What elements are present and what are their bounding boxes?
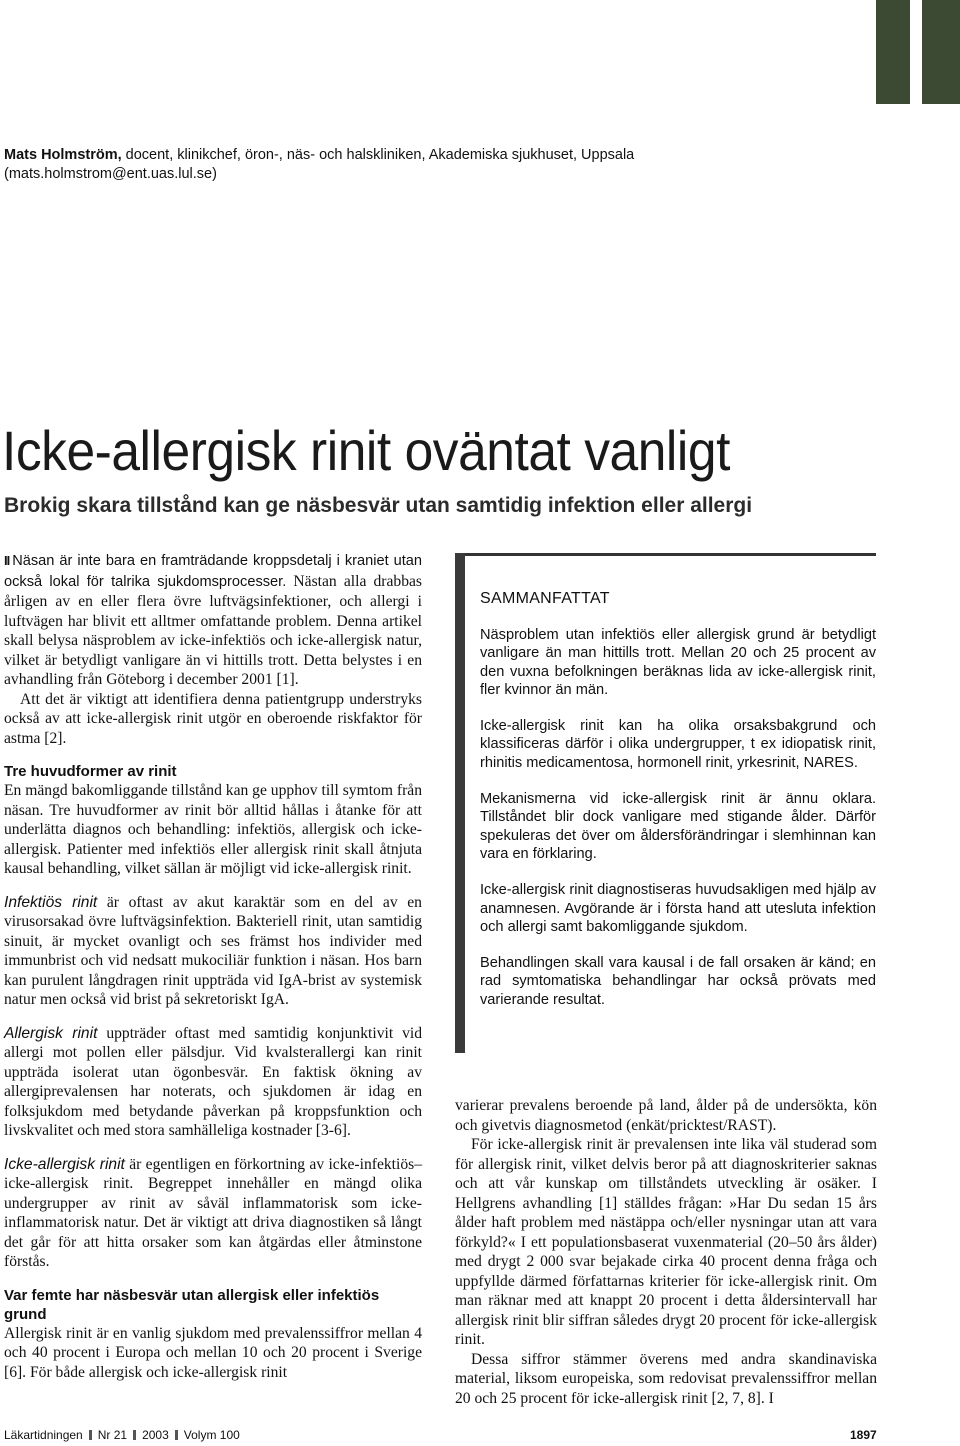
- term-icke-allergisk: Icke-allergisk rinit: [4, 1155, 125, 1173]
- paragraph-icke-allergisk-text: är egentligen en förkortning av icke-infektiös–icke-allergisk rinit. Begreppet innehåller en mängd olika undergrupper av rinit av såväl inflammatorisk som icke-inflammatorisk natur. Det är viktigt att driva diagnostiken så långt det går för att hitta orsaker som kan åtgärdas eller åtminstone förstås.: [4, 1155, 422, 1270]
- paragraph-infektios: [4, 893, 422, 1010]
- author-email: (mats.holmstrom@ent.uas.lul.se): [4, 166, 217, 182]
- summary-top-rule: [455, 553, 876, 556]
- decorative-bar-right: [922, 0, 960, 104]
- footer-separator: [89, 1430, 92, 1440]
- paragraph-7: Allergisk rinit är en vanlig sjukdom med prevalenssiffror mellan 4 och 40 procent i Europa och mellan 10 och 20 procent i Sverige [6]. För både allergisk och icke-allergisk rinit: [4, 1324, 422, 1381]
- author-info: [4, 146, 724, 184]
- term-infektios: Infektiös rinit: [4, 893, 98, 911]
- author-affiliation: docent, klinikchef, öron-, näs- och halskliniken, Akademiska sjukhuset, Uppsala: [121, 147, 635, 163]
- summary-side-bar: [455, 553, 465, 1053]
- right-paragraph-3: Dessa siffror stämmer överens med andra skandinaviska material, liksom europeiska, som redovisat prevalenssiffror mellan 20 och 25 procent för icke-allergisk rinit [2, 7, 8]. I: [455, 1350, 877, 1407]
- summary-paragraph: Icke-allergisk rinit kan ha olika orsaksbakgrund och klassificeras därför i olika undergrupper, t ex idiopatisk rinit, rhinitis medicamentosa, hormonell rinit, yrkesrinit, NARES.: [480, 718, 876, 771]
- lead-sans-text: Näsan är inte bara en framträdande kroppsdetalj i kraniet utan också lokal för talrika sjukdomsprocesser.: [4, 553, 422, 590]
- paragraph-allergisk: [4, 1024, 422, 1141]
- author-name: Mats Holmström,: [4, 147, 122, 163]
- right-column: [455, 1096, 877, 1408]
- summary-paragraph: Näsproblem utan infektiös eller allergisk grund är betydligt vanligare än man hittills trott. Mellan 20 och 25 procent av den vuxna befolkningen beräknas lida av icke-allergisk rinit, fler kvinnor än män.: [480, 627, 876, 698]
- paragraph-2: Att det är viktigt att identifiera denna patientgrupp understryks också av att icke-allergisk rinit utgör en oberoende riskfaktor för astma [2].: [4, 690, 422, 747]
- footer-year: 2003: [142, 1428, 169, 1442]
- page-number: 1897: [850, 1428, 877, 1442]
- footer-separator: [175, 1430, 178, 1440]
- paragraph-3: En mängd bakomliggande tillstånd kan ge upphov till symtom från näsan. Tre huvudformer av rinit bör alltid hållas i åtanke för att underlätta diagnos och behandling: infektiös, allergisk och icke-allergisk. Patienter med infektiös eller allergisk rinit skall åtnjuta kausal behandling, vilket sällan är möjligt vid icke-allergisk rinit.: [4, 782, 422, 877]
- paragraph-infektios-text: är oftast av akut karaktär som en del av en virusorsakad övre luftvägsinfektion. Bakteriell rinit, utan samtidig sinuit, är mycket ovanligt och ses främst hos individer med immunbrist och vid nedsatt mukociliär funktion i näsan. Hos barn kan purulent långdragen rinit uppträda vid IgA-brist av systemisk natur men också vid brist på sekretoriskt IgA.: [4, 893, 422, 1008]
- article-title: Icke-allergisk rinit oväntat vanligt: [2, 419, 730, 482]
- summary-paragraph: Icke-allergisk rinit diagnostiseras huvudsakligen med hjälp av anamnesen. Avgörande är i första hand att utesluta infektion och allergi samt bakomliggande sjukdom.: [480, 882, 876, 935]
- paragraph-icke-allergisk: [4, 1155, 422, 1272]
- summary-paragraph: Mekanismerna vid icke-allergisk rinit är ännu oklara. Tillståndet blir dock vanligare med stigande ålder. Därför spekuleras det över om åldersförändringar i slemhinnan kan vara en förklaring.: [480, 791, 876, 862]
- lead-serif-text: Nästan alla drabbas årligen av en eller flera övre luftvägsinfektioner, och allergi i luftvägen har blivit ett alltmer omfattande problem. Denna artikel skall belysa näsproblem av icke-infektiös och icke-allergisk natur, vilket är betydligt vanligare än vi hittills trott. Detta belystes i en avhandling från Göteborg i december 2001 [1].: [4, 572, 423, 688]
- lead-paragraph: [4, 551, 422, 690]
- section-heading-huvudformer: Tre huvudformer av rinit: [4, 763, 177, 780]
- summary-paragraph: Behandlingen skall vara kausal i de fall orsaken är känd; en rad symtomatiska behandlingar har också prövats med varierande resultat.: [480, 955, 876, 1008]
- paragraph-allergisk-text: uppträder oftast med samtidig konjunktivit vid allergi mot pollen eller pälsdjur. Vid kvalsterallergi kan rinit uppträda isolerat utan ögonbesvär. En faktisk ökning av allergiprevalensen har noterats, och sjukdomen är idag en folksjukdom med betydande påverkan på kroppsfunktion och livskvalitet och med stora samhälleliga kostnader [3-6].: [4, 1024, 422, 1139]
- decorative-bar-left: [876, 0, 910, 104]
- footer-issue: Nr 21: [97, 1428, 128, 1442]
- summary-box: [480, 590, 876, 1027]
- section-heading-var-femte: Var femte har näsbesvär utan allergisk eller infektiös grund: [4, 1286, 380, 1323]
- footer-volume: Volym 100: [183, 1428, 240, 1442]
- summary-heading: SAMMANFATTAT: [480, 590, 610, 607]
- page-footer: [4, 1428, 240, 1442]
- lead-marker-icon: II: [4, 553, 10, 568]
- footer-journal: Läkartidningen: [4, 1428, 83, 1442]
- right-paragraph-1: varierar prevalens beroende på land, ålder på de undersökta, kön och givetvis diagnosmetod (enkät/pricktest/RAST).: [455, 1097, 877, 1134]
- footer-separator: [133, 1430, 136, 1440]
- left-column: [4, 551, 422, 1382]
- right-paragraph-2: För icke-allergisk rinit är prevalensen inte lika väl studerad som för allergisk rinit, vilket delvis beror på att diagnoskriterier saknas och att vår kunskap om tillståndets utveckling är osäker. I Hellgrens avhandling [1] ställdes frågan: »Har Du sedan 15 års ålder haft problem med nästäppa och/eller nysningar utan att vara förkyld?« I ett populationsbaserat vuxenmaterial (20–50 års ålder) med drygt 2 000 svar bejakade cirka 40 procent denna fråga och uppfyllde därmed författarnas kriterier för icke-allergisk rinit. Om man räknar med att knappt 20 procent i detta åldersintervall har allergisk rinit blir siffran således drygt 20 procent för icke-allergisk rinit.: [455, 1136, 877, 1348]
- article-subtitle: Brokig skara tillstånd kan ge näsbesvär utan samtidig infektion eller allergi: [4, 494, 753, 517]
- term-allergisk: Allergisk rinit: [4, 1024, 98, 1042]
